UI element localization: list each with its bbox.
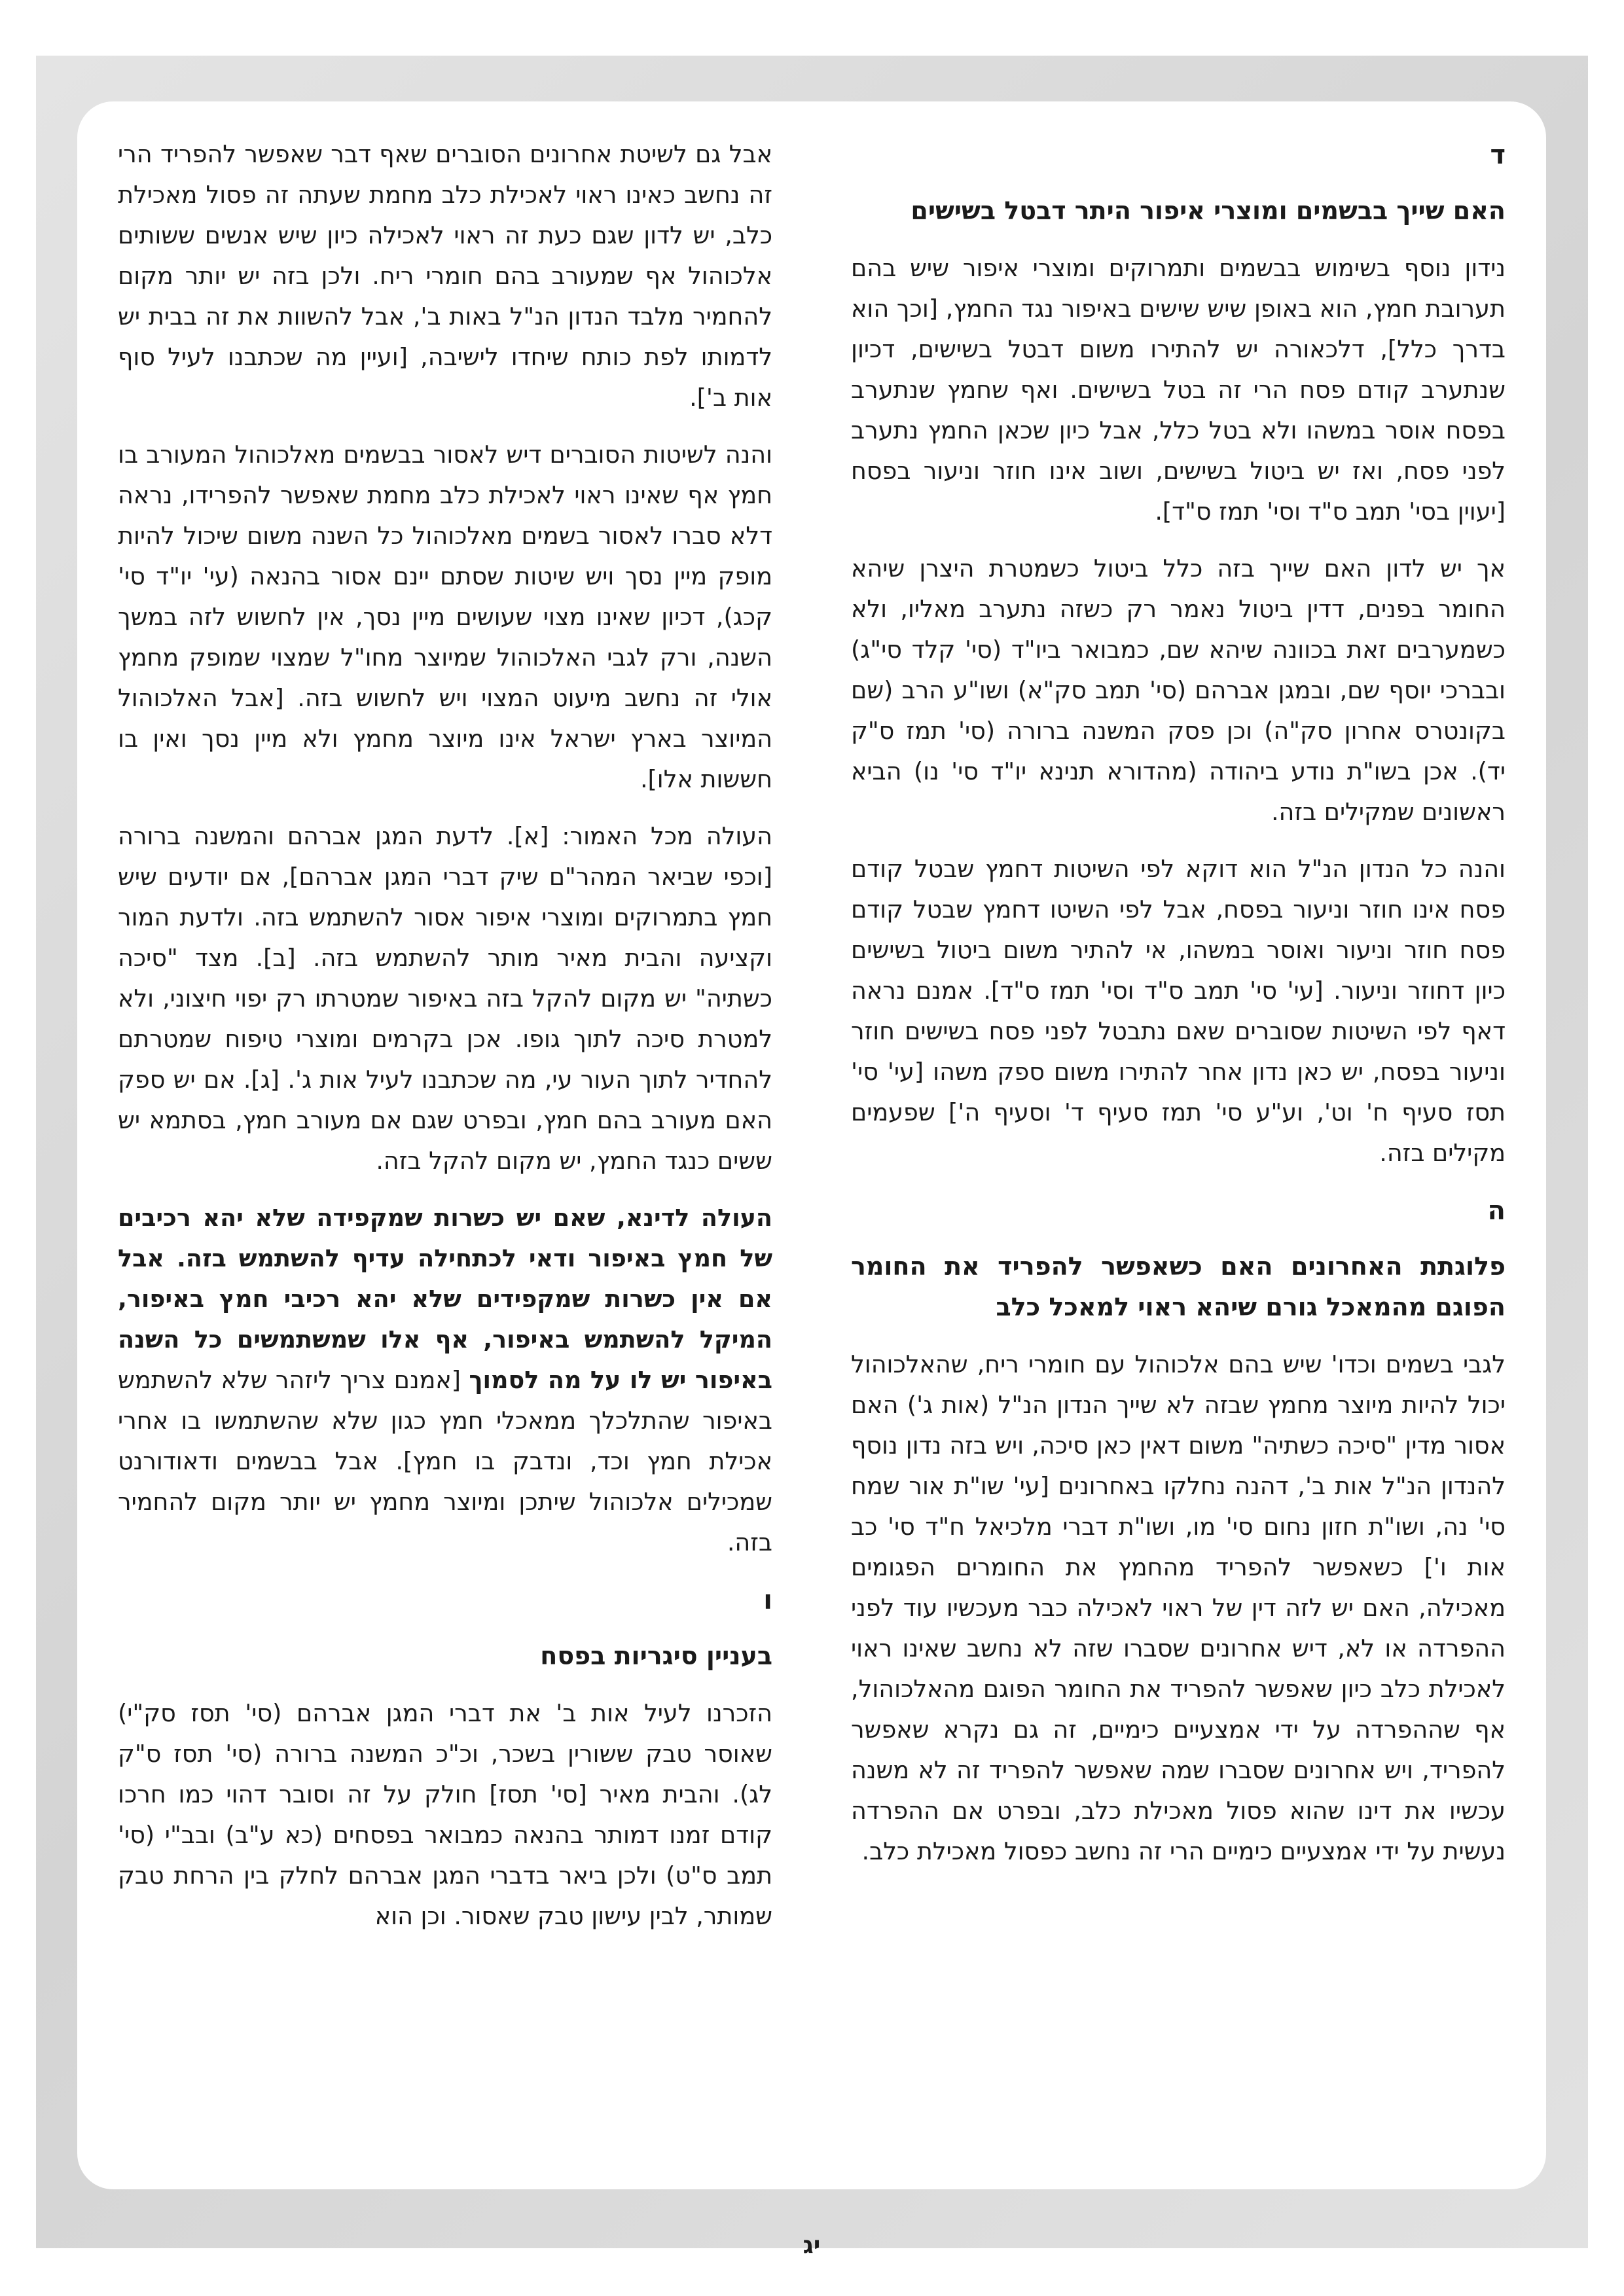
right-text-column bbox=[851, 134, 1506, 2176]
section-letter: ה bbox=[1487, 1196, 1506, 1226]
body-paragraph: אך יש לדון האם שייך בזה כלל ביטול כשמטרת היצרן שיהא החומר בפנים, דדין ביטול נאמר רק כשזה נתערב מאליו, ולא כשמערבים זאת בכוונה שיהא שם, כמבואר ביו"ד (סי' קלד סי"ג) ובברכי יוסף שם, ובמגן אברהם (סי' תמב סק"א) ושו"ע הרב (שם בקונטרס אחרון סק"ה) וכן פסק המשנה ברורה (סי' תמז ס"ק יד). אכן בשו"ת נודע ביהודה (מהדורא תנינא יו"ד סי' נו) הביא ראשונים שמקילים בזה. bbox=[851, 554, 1506, 826]
ruling-note-text: [אמנם צריך ליזהר שלא להשתמש באיפור שהתלכלך ממאכלי חמץ כגון שלא שהשתמשו בו אחרי אכילת חמץ וכד, ונדבק בו חמץ]. אבל בבשמים ודאודורנט שמכילים אלכוהול שיתכן ומיוצר מחמץ יש יותר מקום להחמיר בזה. bbox=[118, 1366, 772, 1556]
body-paragraph: נידון נוסף בשימוש בבשמים ותמרוקים ומוצרי איפור שיש בהם תערובת חמץ, הוא באופן שיש שישים באיפור נגד החמץ, [וכך הוא בדרך כלל], דלכאורה יש להתירו משום דבטל בשישים, דכיון שנתערב קודם פסח הרי זה בטל בשישים. ואף שחמץ שנתערב בפסח אוסר במשהו ולא בטל כלל, אבל כיון שכאן החמץ נתערב לפני פסח, ואז יש ביטול בשישים, ושוב אינו חוזר וניעור בפסח [יעוין בסי' תמב ס"ד וסי' תמז ס"ד]. bbox=[851, 254, 1506, 526]
body-paragraph: לגבי בשמים וכדו' שיש בהם אלכוהול עם חומרי ריח, שהאלכוהול יכול להיות מיוצר מחמץ שבזה לא שייך הנדון הנ"ל (אות ג') האם אסור מדין "סיכה כשתיה" משום דאין כאן סיכה, ויש בזה נדון נוסף להנדון הנ"ל אות ב', דהנה נחלקו באחרונים [עי' שו"ת אור שמח סי' נה, ושו"ת חזון נחום סי' מו, ושו"ת דברי מלכיאל ח"ד סי' כב אות ו'] כשאפשר להפריד מהחמץ את החומרים הפגומים מאכילה, האם יש לזה דין של ראוי לאכילה כבר מעכשיו עוד לפני ההפרדה או לא, דיש אחרונים שסברו שזה לא נחשב שאינו ראוי לאכילת כלב כיון שאפשר להפריד את החומר הפוגם מהאלכוהול, אף שההפרדה על ידי אמצעיים כימיים, זה גם נקרא שאפשר להפריד, ויש אחרונים שסברו שמה שאפשר להפריד זה לא משנה עכשיו את דינו שהוא פסול מאכילת כלב, ובפרט אם ההפרדה נעשית על ידי אמצעיים כימיים הרי זה נחשב כפסול מאכילת כלב. bbox=[851, 1350, 1506, 1865]
page-number: יג bbox=[803, 2232, 821, 2259]
ruling-bold-text: העולה לדינא, שאם יש כשרות שמקפידה שלא יהא רכיבים של חמץ באיפור ודאי לכתחילה עדיף להשתמש בזה. אבל אם אין כשרות שמקפידים שלא יהא רכיבי חמץ באיפור, המיקל להשתמש באיפור, אף אלו שמשתמשים כל השנה באיפור יש לו על מה לסמוך bbox=[118, 1204, 772, 1394]
section-letter: ו bbox=[763, 1585, 772, 1615]
ruling-paragraph bbox=[118, 1198, 772, 1563]
body-paragraph: אבל גם לשיטת אחרונים הסוברים שאף דבר שאפשר להפריד הרי זה נחשב כאינו ראוי לאכילת כלב מחמת שעתה זה פסול מאכילת כלב, יש לדון שגם כעת זה ראוי לאכילה כיון שיש אנשים ששותים אלכוהול אף שמעורב בהם חומרי ריח. ולכן בזה יש יותר מקום להחמיר מלבד הנדון הנ"ל באות ב', אבל להשוות את זה בבית יש לדמותו לפת כותח שיחדו לישיבה, [ועיין מה שכתבנו לעיל סוף אות ב']. bbox=[118, 140, 772, 412]
body-paragraph: והנה כל הנדון הנ"ל הוא דוקא לפי השיטות דחמץ שבטל קודם פסח אינו חוזר וניעור בפסח, אבל לפי השיטו דחמץ שבטל קודם פסח חוזר וניעור ואוסר במשהו, אי להתיר משום ביטול בשישים כיון דחוזר וניעור. [עי' סי' תמב ס"ד וסי' תמז ס"ד]. אמנם נראה דאף לפי השיטות שסוברים שאם נתבטל לפני פסח בשישים חוזר וניעור בפסח, יש כאן נדון אחר להתירו משום ספק משהו [עי' סי' תסז סעיף ח' וט', וע"ע סי' תמז סעיף ד' וסעיף ה'] שפעמים מקילים בזה. bbox=[851, 855, 1506, 1167]
section-heading: האם שייך בבשמים ומוצרי איפור היתר דבטל בשישים bbox=[911, 196, 1506, 225]
body-paragraph: הזכרנו לעיל אות ב' את דברי המגן אברהם (סי' תסז סק"י) שאוסר טבק ששורין בשכר, וכ"כ המשנה ברורה (סי' תסז ס"ק לג). והבית מאיר [סי' תסז] חולק על זה וסובר דהוי כמו חרכו קודם זמנו דמותר בהנאה כמבואר בפסחים (כא ע"ב) ובב"י (סי' תמב ס"ט) ולכן ביאר בדברי המגן אברהם לחלק בין הרחת טבק שמותר, לבין עישון טבק שאסור. וכן הוא bbox=[118, 1699, 772, 1930]
section-letter: ד bbox=[1490, 140, 1506, 170]
left-text-column bbox=[118, 134, 772, 2176]
section-heading: בעניין סיגריות בפסח bbox=[540, 1641, 772, 1670]
body-paragraph: והנה לשיטות הסוברים דיש לאסור בבשמים מאלכוהול המעורב בו חמץ אף שאינו ראוי לאכילת כלב מחמת שאפשר להפרידו, נראה דלא סברו לאסור בשמים מאלכוהול כל השנה משום שיכול להיות מופק מיין נסך ויש שיטות שסתם יינם אסור בהנאה (עי' יו"ד סי' קכג), דכיון שאינו מצוי שעושים מיין נסך, אין לחשוש לזה במשך השנה, ורק לגבי האלכוהול שמיוצר מחו"ל שמצוי שמופק מחמץ אולי זה נחשב מיעוט המצוי ויש לחשוש בזה. [אבל האלכוהול המיוצר בארץ ישראל אינו מיוצר מחמץ ולא מיין נסך ואין בו חששות אלו]. bbox=[118, 440, 772, 793]
body-paragraph: העולה מכל האמור: [א]. לדעת המגן אברהם והמשנה ברורה [וכפי שביאר המהר"ם שיק דברי המגן אברהם], אם יודעים שיש חמץ בתמרוקים ומוצרי איפור אסור להשתמש בזה. ולדעת המור וקציעה והבית מאיר מותר להשתמש בזה. [ב]. מצד "סיכה כשתיה" יש מקום להקל בזה באיפור שמטרתו רק יפוי חיצוני, ולא למטרת סיכה לתוך גופו. אכן בקרמים ומוצרי טיפוח שמטרתם להחדיר לתוך העור עי, מה שכתבנו לעיל אות ג'. [ג]. אם יש ספק האם מעורב בהם חמץ, ובפרט שגם אם מעורב חמץ, בסתמא יש ששים כנגד החמץ, יש מקום להקל בזה. bbox=[118, 822, 772, 1175]
section-heading: פלוגתת האחרונים האם כשאפשר להפריד את החומר הפוגם מהמאכל גורם שיהא ראוי למאכל כלב bbox=[851, 1252, 1506, 1321]
